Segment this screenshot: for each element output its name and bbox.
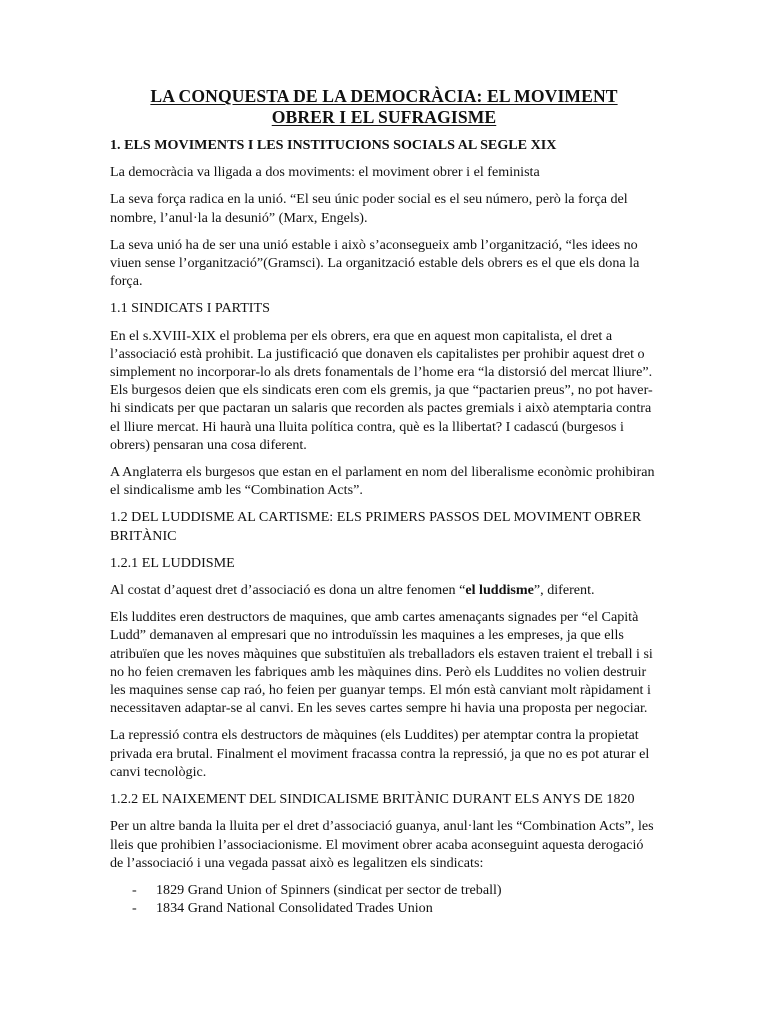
section-1-2-1-paragraph-1 [110,581,658,599]
section-1-1-paragraph-2: A Anglaterra els burgesos que estan en el parlament en nom del liberalisme econòmic prohibiran el sindicalisme amb les “Combination Acts”. [110,464,655,499]
section-1-paragraph-2: La seva força radica en la unió. “El seu únic poder social es el seu número, però la força del nombre, l’anul·la la desunió” (Marx, Engels). [110,191,628,226]
list-dash: - [132,881,137,898]
section-1-2-heading: 1.2 DEL LUDDISME AL CARTISME: ELS PRIMERS PASSOS DEL MOVIMENT OBRER BRITÀNIC [110,509,642,544]
union-list-item [110,899,658,917]
section-1-2-1-paragraph-2: Els luddites eren destructors de maquines, que amb cartes amenaçants signades per “el Capità Ludd” demanaven al empresari que no introduïssin les maquines a les empreses, ja que ells atribuïen que les noves màquines que substituïen als treballadors els estaven traient el treball i si no ho feien cremaven les fabriques amb les màquines dins. Però els Luddites no volien destruir les maquines sense cap raó, ho feien per guanyar temps. El món està canviant molt ràpidament i necessitaven adaptar-se al canvi. En les seves cartes sempre hi havia una proposta per negociar. [110,609,653,717]
section-1-paragraph-3: La seva unió ha de ser una unió estable i això s’aconsegueix amb l’organització, “les idees no viuen sense l’organització”(Gramsci). La organització estable dels obrers es el que els dona la força. [110,236,640,290]
union-list-item [110,881,658,899]
section-1-2-2-heading: 1.2.2 EL NAIXEMENT DEL SINDICALISME BRITÀNIC DURANT ELS ANYS DE 1820 [110,791,635,808]
union-list-item-text: 1829 Grand Union of Spinners (sindicat per sector de treball) [156,881,502,898]
list-dash: - [132,900,137,917]
section-1-2-1-heading: 1.2.1 EL LUDDISME [110,554,235,571]
section-1-paragraph-1: La democràcia va lligada a dos moviments: el moviment obrer i el feminista [110,164,540,181]
section-1-2-1-paragraph-3: La repressió contra els destructors de màquines (els Luddites) per atemptar contra la propietat privada era brutal. Finalment el moviment fracassa contra la repressió, ja que no es pot aturar el canvi tecnològic. [110,727,650,780]
document-title-line-1: LA CONQUESTA DE LA DEMOCRÀCIA: EL MOVIMENT [150,86,618,106]
luddisme-term: el luddisme [465,582,534,599]
section-1-heading: 1. ELS MOVIMENTS I LES INSTITUCIONS SOCIALS AL SEGLE XIX [110,137,557,153]
union-list [110,881,658,917]
union-list-item-text: 1834 Grand National Consolidated Trades Union [156,900,433,917]
section-1-1-paragraph-1: En el s.XVIII-XIX el problema per els obrers, era que en aquest mon capitalista, el dret a l’associació està prohibit. La justificació que donaven els capitalistes per prohibir aquest dret o simplement no incorporar-lo als drets fonamentals de l’home era “la distorsió del mercat lliure”. Els burgesos deien que els sindicats eren com els gremis, ja que “pactarien preus”, no pot haver-hi sindicats per que pactaran un salaris que recorden als pactes gremials i això atemptaria contra el lliure mercat. Hi haurà una lluita política contra, què es la llibertat? I cadascú (burgesos i obrers) pensaran una cosa diferent. [110,327,653,453]
document-title [110,86,658,128]
section-1-1-heading: 1.1 SINDICATS I PARTITS [110,300,270,317]
document-title-line-2: OBRER I EL SUFRAGISME [271,107,497,127]
luddisme-intro-text: Al costat d’aquest dret d’associació es dona un altre fenomen “ [110,582,466,599]
section-1-2-2-paragraph-1: Per un altre banda la lluita per el dret d’associació guanya, anul·lant les “Combination Acts”, les lleis que prohibien l’associacionisme. El moviment obrer acaba aconseguint aquesta derogació de l’associació i una vegada passat això es legalitzen els sindicats: [110,818,654,871]
luddisme-intro-tail: ”, diferent. [533,582,595,599]
